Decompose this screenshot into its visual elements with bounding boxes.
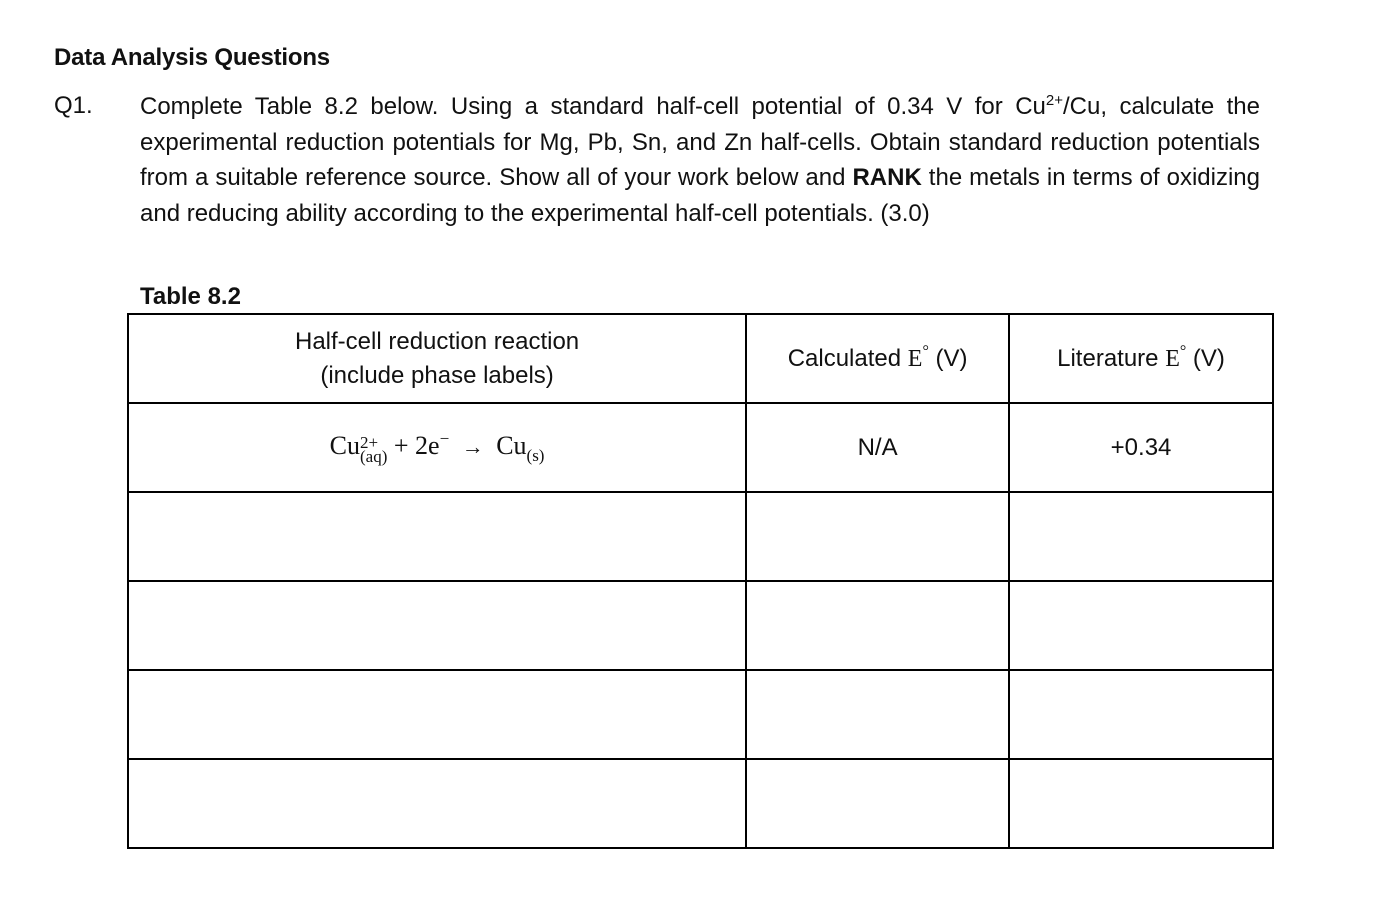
question-text-bold: RANK <box>852 164 922 191</box>
cell-literature: +0.34 <box>1009 403 1273 492</box>
header-reaction-line-1: Half-cell reduction reaction <box>295 327 580 355</box>
table-row <box>128 403 1273 492</box>
copper-reduction-equation <box>329 429 545 466</box>
cell-literature[interactable] <box>1009 581 1273 670</box>
cell-calculated[interactable] <box>746 670 1009 759</box>
header-literature-symbol: E <box>1165 345 1180 372</box>
cell-reaction[interactable] <box>128 759 746 848</box>
cell-calculated[interactable] <box>746 492 1009 581</box>
question-number: Q1. <box>54 92 93 119</box>
electrons: 2e <box>415 431 440 460</box>
cell-reaction <box>128 403 746 492</box>
header-calculated-potential <box>746 314 1009 403</box>
reaction-arrow-icon: → <box>461 434 484 459</box>
cell-calculated[interactable] <box>746 759 1009 848</box>
reactant-phase: (aq) <box>360 447 388 466</box>
header-literature-degree: ° <box>1179 342 1187 360</box>
header-literature-unit: (V) <box>1186 344 1225 372</box>
table-row <box>128 670 1273 759</box>
reactant-charge-phase <box>360 433 388 466</box>
question-text <box>140 89 1260 231</box>
product-species: Cu <box>496 431 527 460</box>
reactant-species: Cu <box>329 431 360 460</box>
table-row <box>128 759 1273 848</box>
question-text-part-2: /Cu, calculate the experimental reduction potentials for Mg, Pb, Sn, and Zn half-cells. Obtain standard reduction potentials from a suitable reference source. Show all of your work below and <box>140 93 1261 191</box>
cell-reaction[interactable] <box>128 581 746 670</box>
table-row <box>128 492 1273 581</box>
header-literature-prefix: Literature <box>1057 344 1166 372</box>
table-row <box>128 581 1273 670</box>
header-reaction-line-2: (include phase labels) <box>320 361 554 389</box>
results-table <box>127 313 1274 849</box>
cell-calculated[interactable] <box>746 581 1009 670</box>
table-caption: Table 8.2 <box>140 283 241 310</box>
header-half-cell-reaction <box>128 314 746 403</box>
cell-literature[interactable] <box>1009 670 1273 759</box>
cell-literature[interactable] <box>1009 759 1273 848</box>
cell-literature[interactable] <box>1009 492 1273 581</box>
header-calculated-unit: (V) <box>928 344 968 372</box>
product-phase: (s) <box>526 446 545 465</box>
cell-reaction[interactable] <box>128 670 746 759</box>
plus-sign: + <box>393 431 409 460</box>
question-text-part-3: the metals in terms of oxidizing and reducing ability according to the experimental half-cell potentials. (3.0) <box>140 164 1260 227</box>
header-calculated-prefix: Calculated <box>787 344 908 372</box>
header-calculated-symbol: E <box>907 345 923 372</box>
section-heading: Data Analysis Questions <box>54 44 330 71</box>
cell-calculated: N/A <box>746 403 1009 492</box>
header-calculated-degree: ° <box>922 342 929 360</box>
reactant-charge: 2+ <box>360 433 379 452</box>
header-literature-potential <box>1009 314 1273 403</box>
electron-charge: − <box>439 429 450 448</box>
question-text-superscript: 2+ <box>1045 92 1063 109</box>
table-header-row <box>128 314 1273 403</box>
question-text-part-1: Complete Table 8.2 below. Using a standard half-cell potential of 0.34 V for Cu <box>140 93 1046 120</box>
cell-reaction[interactable] <box>128 492 746 581</box>
